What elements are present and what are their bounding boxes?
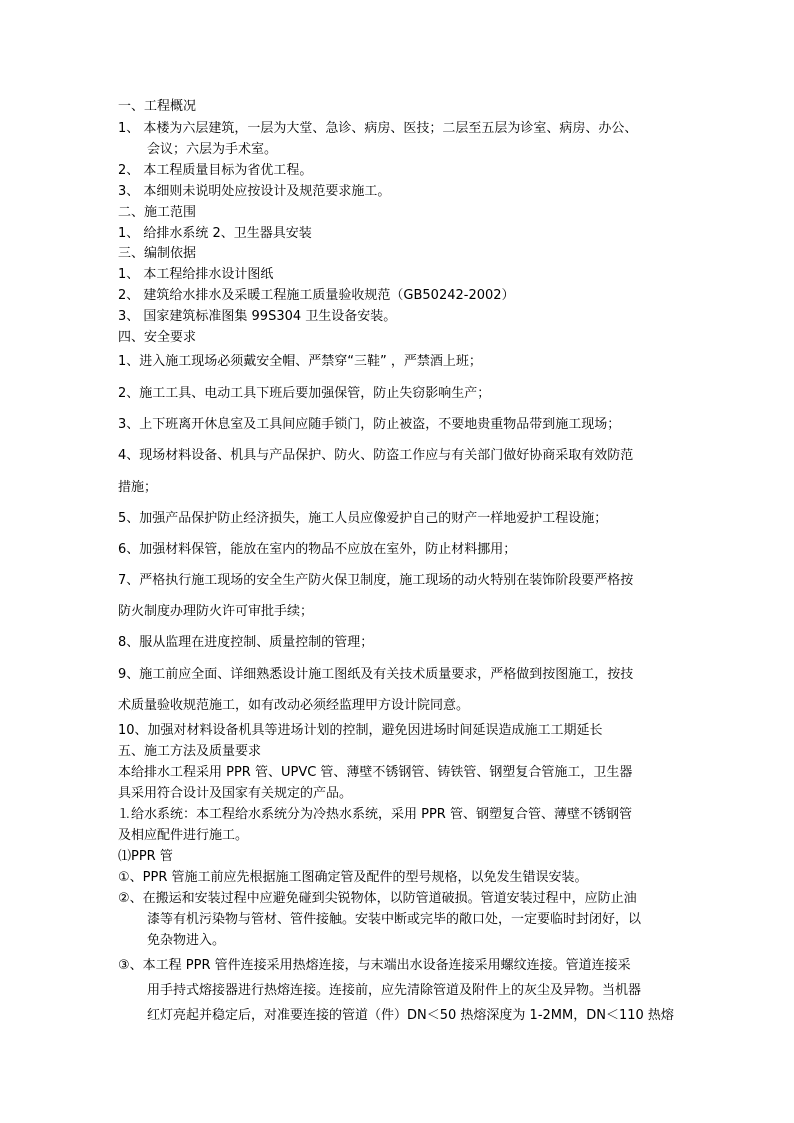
paragraph-line: 漆等有机污染物与管材、管件接触。安装中断或完毕的敞口处，一定要临时封闭好，以 <box>147 912 642 927</box>
paragraph-line: 5、加强产品保护防止经济损失，施工人员应像爱护自己的财产一样地爱护工程设施； <box>118 511 608 526</box>
paragraph-line: 会议；六层为手术室。 <box>147 142 278 157</box>
paragraph-line: 用手持式熔接器进行热熔连接。连接前，应先清除管道及附件上的灰尘及异物。当机器 <box>147 983 642 998</box>
paragraph-line: 术质量验收规范施工，如有改动必须经监理甲方设计院同意。 <box>118 698 470 713</box>
paragraph-line: 9、施工前应全面、详细熟悉设计施工图纸及有关技术质量要求，严格做到按图施工，按技 <box>118 667 634 682</box>
section-heading-scope: 二、施工范围 <box>118 205 197 220</box>
paragraph-line: 1、进入施工现场必须戴安全帽、严禁穿“三鞋” ，严禁酒上班； <box>118 354 482 369</box>
paragraph-line: 防火制度办理防火许可审批手续； <box>118 604 314 619</box>
subsection-heading-ppr: ⑴PPR 管 <box>118 849 173 864</box>
paragraph-line: ②、在搬运和安装过程中应避免碰到尖锐物体，以防管道破损。管道安装过程中，应防止油 <box>118 891 637 906</box>
paragraph-line: 4、现场材料设备、机具与产品保护、防火、防盗工作应与有关部门做好协商采取有效防范 <box>118 448 634 463</box>
paragraph-line: 3、 国家建筑标准图集 99S304 卫生设备安装。 <box>118 309 397 324</box>
paragraph-line: ⒈给水系统：本工程给水系统分为冷热水系统，采用 PPR 管、钢塑复合管、薄壁不锈钢管 <box>118 807 632 822</box>
paragraph-line: ③、本工程 PPR 管件连接采用热熔连接，与末端出水设备连接采用螺纹连接。管道连接采 <box>118 958 631 973</box>
paragraph-line: 1、 本工程给排水设计图纸 <box>118 267 274 282</box>
section-heading-methods: 五、施工方法及质量要求 <box>118 744 262 759</box>
paragraph-line: 3、上下班离开休息室及工具间应随手锁门，防止被盗，不要地贵重物品带到施工现场； <box>118 417 621 432</box>
paragraph-line: 及相应配件进行施工。 <box>118 828 249 843</box>
paragraph-line: 本给排水工程采用 PPR 管、UPVC 管、薄壁不锈钢管、铸铁管、钢塑复合管施工，卫生器 <box>118 765 633 780</box>
paragraph-line: 1、 给排水系统 2、卫生器具安装 <box>118 226 312 241</box>
paragraph-line: 具采用符合设计及国家有关规定的产品。 <box>118 786 353 801</box>
paragraph-line: 8、服从监理在进度控制、质量控制的管理； <box>118 635 374 650</box>
paragraph-line: 2、 建筑给水排水及采暖工程施工质量验收规范（GB50242-2002） <box>118 288 515 303</box>
section-heading-basis: 三、编制依据 <box>118 246 197 261</box>
paragraph-line: 6、加强材料保管，能放在室内的物品不应放在室外，防止材料挪用； <box>118 542 517 557</box>
section-heading-safety: 四、安全要求 <box>118 330 197 345</box>
paragraph-line: 2、 本工程质量目标为省优工程。 <box>118 163 313 178</box>
paragraph-line: 3、 本细则未说明处应按设计及规范要求施工。 <box>118 184 391 199</box>
paragraph-line: 1、 本楼为六层建筑，一层为大堂、急诊、病房、医技；二层至五层为诊室、病房、办公、 <box>118 121 638 136</box>
paragraph-line: 免杂物进入。 <box>147 933 226 948</box>
paragraph-line: 10、加强对材料设备机具等进场计划的控制，避免因进场时间延误造成施工工期延长 <box>118 723 603 738</box>
paragraph-line: 红灯亮起并稳定后，对准要连接的管道（件）DN＜50 热熔深度为 1-2MM，DN＜110 热熔 <box>147 1008 674 1023</box>
paragraph-line: 措施； <box>118 480 158 495</box>
section-heading-project-overview: 一、工程概况 <box>118 99 197 114</box>
paragraph-line: 7、严格执行施工现场的安全生产防火保卫制度，施工现场的动火特别在装饰阶段要严格按 <box>118 573 634 588</box>
paragraph-line: 2、施工工具、电动工具下班后要加强保管，防止失窃影响生产； <box>118 386 491 401</box>
paragraph-line: ①、PPR 管施工前应先根据施工图确定管及配件的型号规格，以免发生错误安装。 <box>118 870 588 885</box>
